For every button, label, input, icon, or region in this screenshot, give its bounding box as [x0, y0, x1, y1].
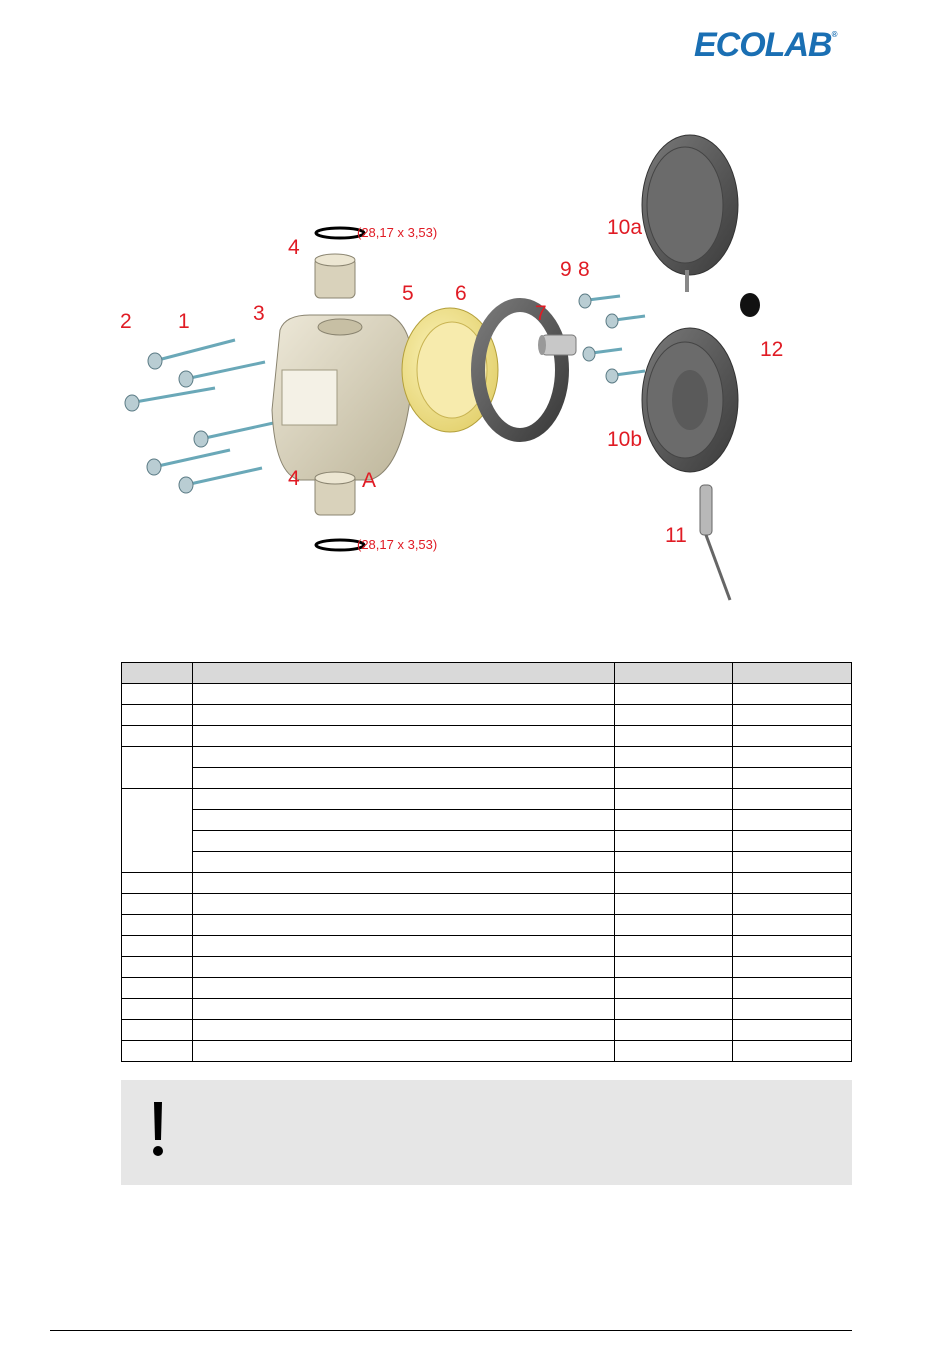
table-header-row [122, 663, 852, 684]
callout-label: 1 [178, 310, 190, 333]
exclamation-icon [151, 1102, 165, 1158]
sensor [700, 485, 730, 600]
header-cell [733, 663, 852, 684]
callout-label: 10b [607, 428, 643, 451]
table-row [122, 1020, 852, 1041]
table-row [122, 747, 852, 768]
housing-10a [642, 135, 738, 292]
part-12 [740, 293, 760, 317]
pump-body [272, 315, 413, 480]
table-row [122, 810, 852, 831]
notice-box [121, 1080, 852, 1185]
oring-label: (28,17 x 3,53) [357, 225, 438, 240]
table-row [122, 684, 852, 705]
header-cell [192, 663, 614, 684]
callout-label: 9 [560, 258, 572, 281]
exploded-parts-drawing [110, 130, 810, 620]
callout-label: 6 [455, 282, 467, 305]
callout-label: 5 [402, 282, 414, 305]
callout-label: 12 [760, 338, 784, 361]
footer-rule [50, 1330, 852, 1331]
callout-label: 7 [535, 302, 547, 325]
oring-label: (28,17 x 3,53) [357, 537, 438, 552]
table-row [122, 705, 852, 726]
callout-label: 4 [288, 236, 300, 259]
table-row [122, 915, 852, 936]
brand-name: ECOLAB [694, 26, 832, 64]
header-cell [614, 663, 733, 684]
ecolab-logo [694, 26, 836, 65]
table-row [122, 831, 852, 852]
table-row [122, 936, 852, 957]
table-row [122, 852, 852, 873]
table-row [122, 873, 852, 894]
table-row [122, 789, 852, 810]
callout-label: 8 [578, 258, 590, 281]
table-row [122, 894, 852, 915]
table-row [122, 978, 852, 999]
callout-label: 3 [253, 302, 265, 325]
table-row [122, 768, 852, 789]
table-row [122, 726, 852, 747]
callout-label: 2 [120, 310, 132, 333]
table-row [122, 1041, 852, 1062]
callout-label: 4 [288, 467, 300, 490]
callout-label: A [362, 469, 377, 492]
housing-10b [642, 328, 738, 472]
table-row [122, 999, 852, 1020]
table-row [122, 957, 852, 978]
registered-mark: ® [831, 30, 837, 39]
piston [538, 335, 576, 355]
callout-label: 10a [607, 216, 643, 239]
header-cell [122, 663, 193, 684]
parts-table [121, 662, 852, 1062]
callout-label: 11 [665, 524, 687, 547]
